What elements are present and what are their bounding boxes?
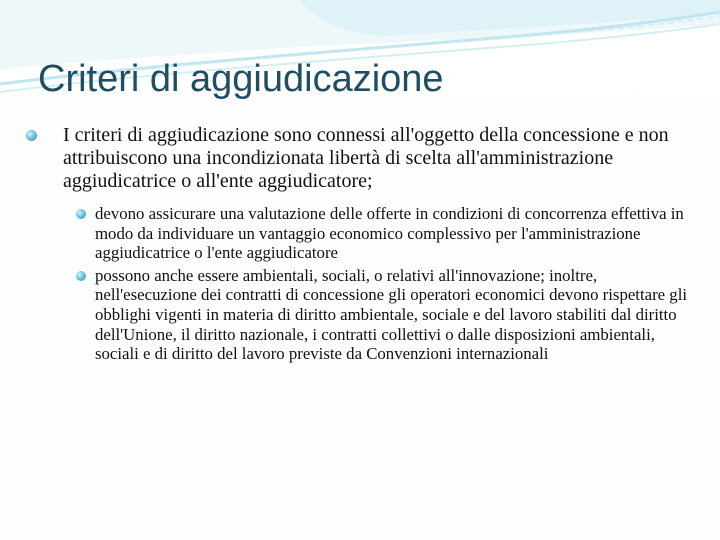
sub-bullet-1 bbox=[22, 204, 692, 263]
bullet-marker-icon bbox=[26, 130, 37, 141]
main-bullet-text: I criteri di aggiudicazione sono connessi all'oggetto della concessione e non attribuiscono una incondizionata libertà di scelta all'amministrazione aggiudicatrice o all'ente aggiudicatore; bbox=[63, 124, 669, 192]
sub-bullet-text: possono anche essere ambientali, sociali, o relativi all'innovazione; inoltre, nell'esecuzione dei contratti di concessione gli operatori economici devono rispettare gli obblighi vigenti in materia di diritto ambientale, sociale e del lavoro stabiliti dal diritto dell'Unione, il diritto nazionale, i contratti collettivi o dalle disposizioni ambientali, sociali e di diritto del lavoro previste da Convenzioni internazionali bbox=[95, 265, 688, 364]
sub-bullet-list bbox=[22, 204, 692, 364]
sub-bullet-marker-icon bbox=[76, 209, 86, 219]
slide-content bbox=[22, 124, 692, 367]
sub-bullet-text: devono assicurare una valutazione delle offerte in condizioni di concorrenza effettiva in modo da individuare un vantaggio economico complessivo per l'amministrazione aggiudicatrice o l'ente aggiudicatore bbox=[95, 204, 684, 263]
main-bullet bbox=[22, 124, 692, 193]
slide-title: Criteri di aggiudicazione bbox=[38, 58, 444, 100]
sub-bullet-marker-icon bbox=[76, 271, 86, 281]
sub-bullet-2 bbox=[22, 266, 692, 364]
